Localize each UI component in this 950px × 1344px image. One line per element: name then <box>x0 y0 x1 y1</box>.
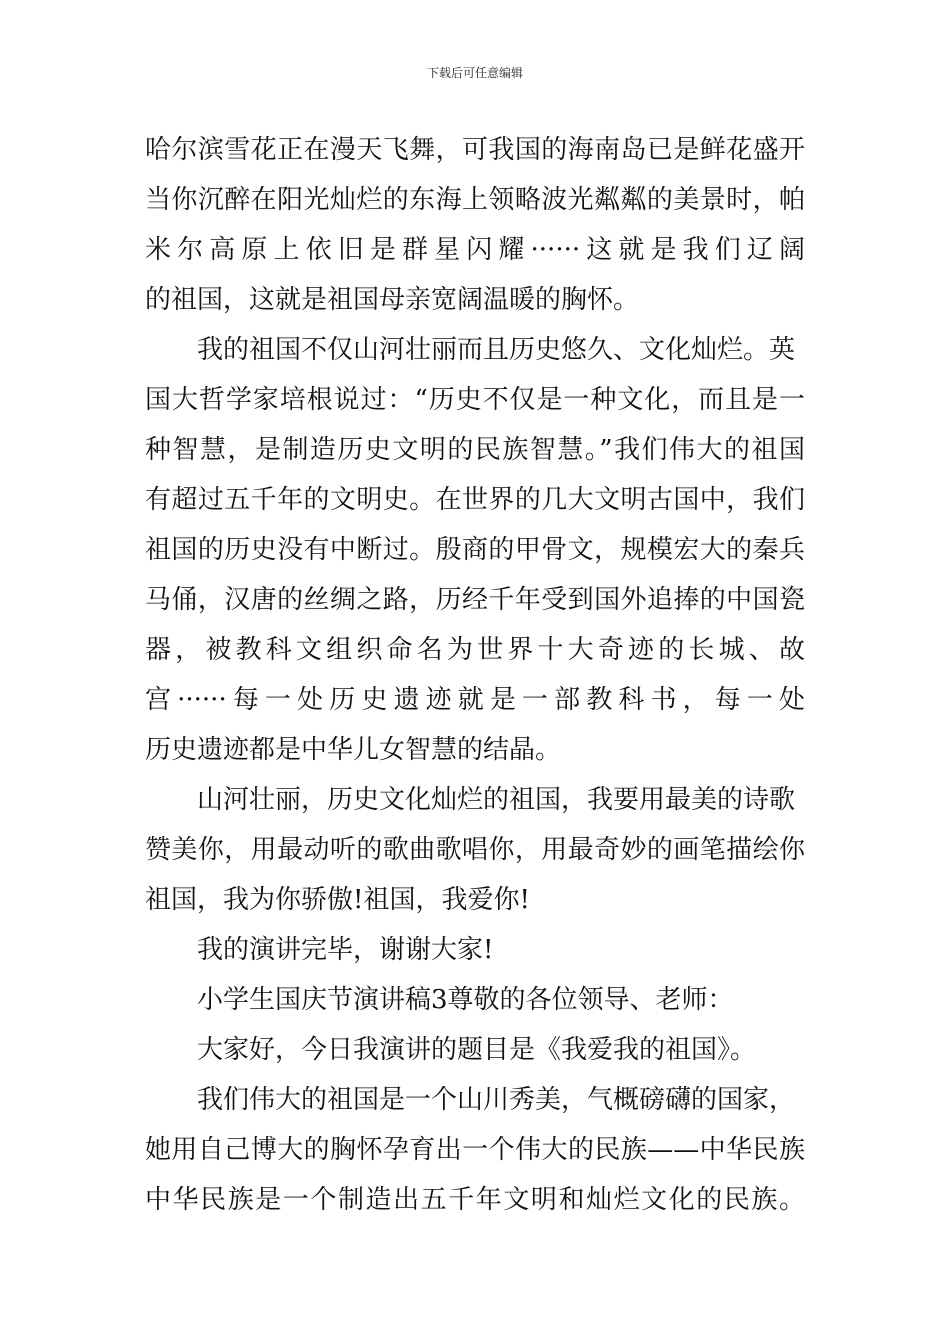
text-line: 祖国，我为你骄傲!祖国，我爱你! <box>145 885 530 915</box>
text-line: 马俑，汉唐的丝绸之路，历经千年受到国外追捧的中国瓷 <box>145 585 805 615</box>
text-line: 的祖国，这就是祖国母亲宽阔温暖的胸怀。 <box>145 285 640 315</box>
text-line: 有超过五千年的文明史。在世界的几大文明古国中，我们 <box>145 485 805 515</box>
text-line: 祖国的历史没有中断过。殷商的甲骨文，规模宏大的秦兵 <box>145 535 805 565</box>
text-line: 宫······每一处历史遗迹就是一部教科书，每一处 <box>145 685 805 715</box>
page-header: 下载后可任意编辑 <box>426 66 523 80</box>
paragraph-first-line: 我们伟大的祖国是一个山川秀美，气概磅礴的国家， <box>197 1085 796 1115</box>
text-line: 国大哲学家培根说过：“历史不仅是一种文化，而且是一 <box>145 385 805 415</box>
text-line: 器，被教科文组织命名为世界十大奇迹的长城、故 <box>145 635 805 665</box>
text-line: 种智慧，是制造历史文明的民族智慧。”我们伟大的祖国 <box>145 435 805 465</box>
paragraph-first-line: 山河壮丽，历史文化灿烂的祖国，我要用最美的诗歌 <box>197 785 796 815</box>
text-line: 当你沉醉在阳光灿烂的东海上领略波光粼粼的美景时，帕 <box>145 185 805 215</box>
paragraph-first-line: 小学生国庆节演讲稿3尊敬的各位领导、老师： <box>197 985 734 1015</box>
text-line: 哈尔滨雪花正在漫天飞舞，可我国的海南岛已是鲜花盛开 <box>145 135 805 165</box>
paragraph-first-line: 大家好，今日我演讲的题目是《我爱我的祖国》。 <box>197 1035 757 1065</box>
text-line: 历史遗迹都是中华儿女智慧的结晶。 <box>145 735 562 765</box>
text-line: 赞美你，用最动听的歌曲歌唱你，用最奇妙的画笔描绘你 <box>145 835 805 865</box>
text-line: 米尔高原上依旧是群星闪耀······这就是我们辽阔 <box>145 235 805 265</box>
text-line: 中华民族是一个制造出五千年文明和灿烂文化的民族。 <box>145 1185 805 1215</box>
text-line: 她用自己博大的胸怀孕育出一个伟大的民族——中华民族 <box>145 1135 805 1165</box>
paragraph-first-line: 我的祖国不仅山河壮丽而且历史悠久、文化灿烂。英 <box>197 335 796 365</box>
paragraph-first-line: 我的演讲完毕，谢谢大家! <box>197 935 494 965</box>
